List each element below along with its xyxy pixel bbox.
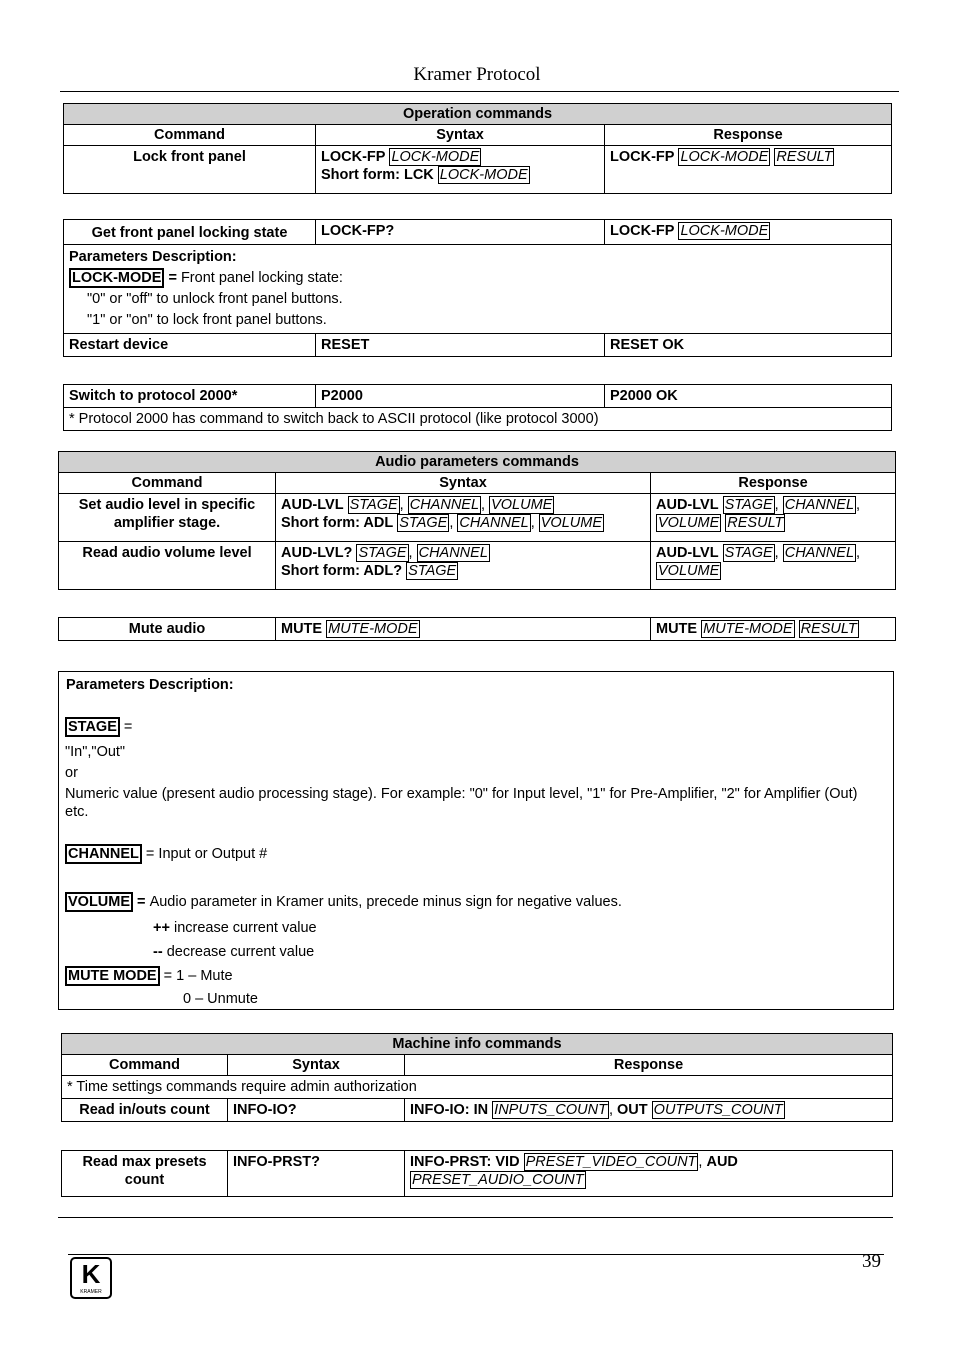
- command-cell: Get front panel locking state: [64, 220, 316, 245]
- syntax-cell: [276, 618, 651, 641]
- param-box: CHANNEL: [784, 497, 855, 513]
- syntax-cell: INFO-IO?: [228, 1099, 405, 1122]
- response-keyword: AUD-LVL: [656, 545, 719, 561]
- syntax-cell: INFO-PRST?: [228, 1151, 405, 1197]
- param-value: [153, 919, 317, 938]
- param-desc: increase current value: [169, 920, 317, 936]
- separator: ,: [408, 545, 417, 561]
- equals-sign: =: [119, 719, 133, 735]
- machine-info-table: [61, 1033, 893, 1122]
- param-box: VOLUME: [491, 497, 553, 513]
- decrease-symbol: --: [153, 944, 163, 960]
- table-title: Operation commands: [64, 104, 892, 125]
- equals-sign: =: [133, 894, 150, 910]
- param-box: STAGE: [408, 563, 457, 579]
- param-box: LOCK-MODE: [680, 223, 769, 239]
- response-cell: [605, 146, 892, 194]
- page-header: Kramer Protocol: [413, 64, 541, 85]
- response-cell: P2000 OK: [605, 385, 892, 408]
- column-header: Response: [405, 1055, 893, 1076]
- separator: ,: [530, 515, 539, 531]
- mute-audio-table: [58, 617, 896, 641]
- audio-parameters-description: [58, 671, 894, 1010]
- footer-rule: [58, 1217, 893, 1218]
- param-box: OUTPUTS_COUNT: [653, 1102, 783, 1118]
- response-keyword: MUTE: [656, 621, 698, 637]
- param-box: STAGE: [724, 497, 773, 513]
- param-desc: Audio parameter in Kramer units, precede minus sign for negative values.: [149, 894, 622, 910]
- param-desc: = 1 – Mute: [159, 968, 233, 984]
- column-header: Response: [605, 125, 892, 146]
- column-header: Syntax: [316, 125, 605, 146]
- param-box: RESULT: [776, 149, 833, 165]
- column-header: Command: [64, 125, 316, 146]
- param-box: VOLUME: [658, 515, 720, 531]
- mute-mode-param: [65, 967, 233, 986]
- param-value: 0 – Unmute: [183, 991, 258, 1007]
- short-form-label: Short form: LCK: [321, 167, 434, 183]
- header-rule: [60, 91, 899, 92]
- param-name: LOCK-MODE: [69, 268, 164, 288]
- param-value: "1" or "on" to lock front panel buttons.: [87, 312, 327, 328]
- syntax-cell: [276, 542, 651, 590]
- param-box: LOCK-MODE: [680, 149, 769, 165]
- lock-state-table: [63, 219, 892, 357]
- response-cell: [605, 220, 892, 245]
- kramer-logo-icon: [70, 1257, 112, 1299]
- response-keyword: INFO-PRST: VID: [410, 1154, 520, 1170]
- param-name: MUTE MODE: [65, 966, 160, 986]
- params-title: Parameters Description:: [66, 677, 234, 693]
- param-box: MUTE-MODE: [703, 621, 793, 637]
- response-cell: [405, 1151, 893, 1197]
- param-box: STAGE: [724, 545, 773, 561]
- column-header: Command: [62, 1055, 228, 1076]
- separator: ,: [481, 497, 490, 513]
- param-box: VOLUME: [658, 563, 720, 579]
- separator: ,: [774, 497, 783, 513]
- separator: ,: [856, 545, 861, 561]
- param-desc: = Input or Output #: [141, 846, 268, 862]
- response-cell: [651, 494, 896, 542]
- syntax-keyword: AUD-LVL?: [281, 545, 353, 561]
- command-cell: Set audio level in specific amplifier stage.: [59, 494, 276, 542]
- response-keyword: AUD: [706, 1154, 738, 1170]
- syntax-cell: RESET: [316, 334, 605, 357]
- response-cell: [651, 618, 896, 641]
- param-box: CHANNEL: [418, 545, 488, 561]
- logo-letter: K: [81, 1259, 101, 1289]
- separator: ,: [399, 497, 408, 513]
- footnote: * Time settings commands require admin authorization: [62, 1076, 893, 1099]
- param-box: RESULT: [727, 515, 784, 531]
- param-value: "0" or "off" to unlock front panel buttons.: [87, 291, 343, 307]
- param-box: CHANNEL: [459, 515, 529, 531]
- syntax-cell: [276, 494, 651, 542]
- param-box: LOCK-MODE: [439, 167, 528, 183]
- param-box: MUTE-MODE: [328, 621, 418, 637]
- param-box: STAGE: [399, 515, 448, 531]
- param-name: CHANNEL: [65, 844, 142, 864]
- page-number: 39: [862, 1251, 881, 1272]
- response-cell: [405, 1099, 893, 1122]
- param-box: STAGE: [349, 497, 398, 513]
- command-cell: Switch to protocol 2000*: [64, 385, 316, 408]
- parameters-description: [64, 245, 892, 334]
- column-header: Syntax: [276, 473, 651, 494]
- short-form-label: Short form: ADL?: [281, 563, 403, 579]
- syntax-keyword: LOCK-FP: [321, 149, 386, 165]
- param-box: LOCK-MODE: [391, 149, 480, 165]
- response-keyword: LOCK-FP: [610, 223, 675, 239]
- operation-commands-table: [63, 103, 892, 194]
- param-value: or: [65, 765, 78, 781]
- param-desc: Front panel locking state:: [180, 270, 343, 286]
- param-value: Numeric value (present audio processing stage). For example: "0" for Input level, "1" for Pre-Amplifier, "2" for Amplifier (Out) etc.: [65, 786, 858, 820]
- response-keyword: INFO-IO: IN: [410, 1102, 489, 1118]
- param-box: PRESET_VIDEO_COUNT: [525, 1154, 697, 1170]
- table-title: Audio parameters commands: [59, 452, 896, 473]
- footer-rule: [68, 1254, 884, 1255]
- param-box: RESULT: [800, 621, 857, 637]
- syntax-keyword: AUD-LVL: [281, 497, 344, 513]
- param-desc: decrease current value: [162, 944, 315, 960]
- short-form-label: Short form: ADL: [281, 515, 394, 531]
- audio-commands-table: [58, 451, 896, 590]
- response-keyword: AUD-LVL: [656, 497, 719, 513]
- param-box: PRESET_AUDIO_COUNT: [412, 1172, 584, 1188]
- increase-symbol: ++: [153, 920, 170, 936]
- syntax-cell: [316, 146, 605, 194]
- command-cell: Read in/outs count: [62, 1099, 228, 1122]
- footnote: * Protocol 2000 has command to switch back to ASCII protocol (like protocol 3000): [64, 408, 892, 431]
- param-name: VOLUME: [65, 892, 133, 912]
- syntax-cell: P2000: [316, 385, 605, 408]
- separator: ,: [449, 515, 458, 531]
- volume-param: [65, 893, 622, 912]
- response-keyword: OUT: [617, 1102, 648, 1118]
- param-box: CHANNEL: [409, 497, 480, 513]
- separator: ,: [856, 497, 861, 513]
- param-box: VOLUME: [540, 515, 603, 531]
- command-cell: Lock front panel: [64, 146, 316, 194]
- params-title: Parameters Description:: [69, 249, 237, 265]
- command-cell: Read max presets count: [62, 1151, 228, 1197]
- response-cell: [651, 542, 896, 590]
- equals-sign: =: [164, 270, 181, 286]
- separator: ,: [774, 545, 783, 561]
- param-name: STAGE: [65, 717, 120, 737]
- channel-param: [65, 845, 267, 864]
- response-cell: RESET OK: [605, 334, 892, 357]
- logo-text: KRAMER: [80, 1289, 102, 1295]
- param-value: "In","Out": [65, 744, 126, 760]
- command-cell: Restart device: [64, 334, 316, 357]
- response-keyword: LOCK-FP: [610, 149, 675, 165]
- column-header: Command: [59, 473, 276, 494]
- separator: ,: [608, 1102, 618, 1118]
- param-box: CHANNEL: [784, 545, 855, 561]
- param-box: STAGE: [358, 545, 407, 561]
- syntax-keyword: MUTE: [281, 621, 323, 637]
- command-cell: Read audio volume level: [59, 542, 276, 590]
- param-box: INPUTS_COUNT: [494, 1102, 607, 1118]
- column-header: Syntax: [228, 1055, 405, 1076]
- separator: ,: [698, 1154, 707, 1170]
- command-cell: Mute audio: [59, 618, 276, 641]
- param-value: [153, 943, 314, 962]
- table-title: Machine info commands: [62, 1034, 893, 1055]
- presets-count-table: [61, 1150, 893, 1197]
- column-header: Response: [651, 473, 896, 494]
- stage-param: [65, 718, 132, 737]
- syntax-cell: LOCK-FP?: [316, 220, 605, 245]
- protocol-2000-table: [63, 384, 892, 431]
